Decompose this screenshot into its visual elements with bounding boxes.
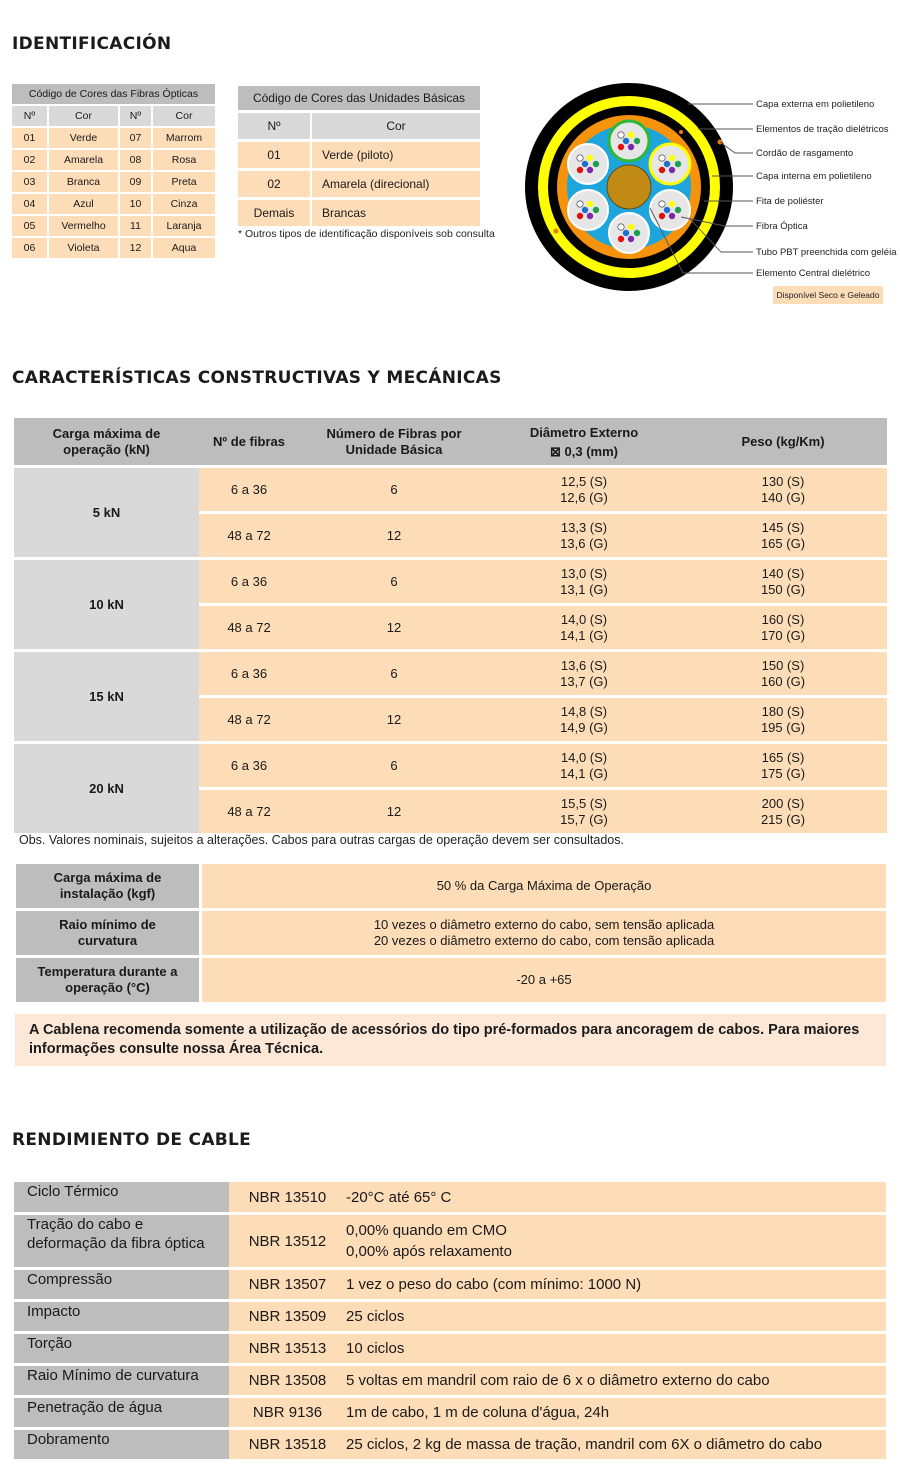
section-title-performance: RENDIMIENTO DE CABLE	[12, 1130, 252, 1150]
label-line: Raio mínimo de	[59, 917, 156, 932]
label-ripcord: Cordão de rasgamento	[756, 148, 854, 159]
value-g: 14,1 (G)	[560, 627, 608, 643]
color-cell: Brancas	[312, 200, 480, 226]
result-cell	[346, 1270, 886, 1299]
test-line: deformação da fibra óptica	[27, 1235, 205, 1252]
per-unit-cell: 12	[386, 527, 402, 543]
header-cell: Cor	[312, 113, 480, 139]
number-cell: 01	[12, 128, 47, 148]
recommendation-note: A Cablena recomenda somente a utilização de acessórios do tipo pré-formados para ancoragem de cabos. Para maiores informações consulte nossa Área Técnica.	[15, 1014, 886, 1066]
value-s: 14,0 (S)	[560, 611, 608, 627]
value-s: 15,5 (S)	[560, 795, 608, 811]
per-unit-cell: 12	[386, 803, 402, 819]
label-line: curvatura	[77, 933, 138, 948]
number-cell: 11	[120, 216, 151, 236]
value-s: 13,6 (S)	[560, 657, 608, 673]
unit-table-note: * Outros tipos de identificação disponíveis sob consulta	[238, 228, 495, 240]
label-outer-jacket: Capa externa em polietileno	[756, 99, 875, 110]
label-pbt-tube: Tubo PBT preenchida com geléia	[756, 247, 897, 258]
test-name	[14, 1182, 229, 1212]
value-line: -20 a +65	[516, 972, 572, 987]
diameter-cell	[489, 560, 679, 603]
header-cell: Cor	[49, 106, 118, 126]
load-cell: 20 kN	[14, 744, 199, 833]
value-line: 20 vezes o diâmetro externo do cabo, com tensão aplicada	[373, 933, 715, 948]
result-line: 1m de cabo, 1 m de coluna d'água, 24h	[346, 1404, 610, 1421]
table-row	[199, 652, 887, 695]
row-value	[202, 911, 886, 955]
header-load	[14, 418, 199, 465]
fibers-cell: 48 a 72	[227, 803, 271, 819]
table-row	[199, 468, 887, 511]
standard-cell: NBR 9136	[252, 1404, 323, 1421]
per-unit-cell: 12	[386, 711, 402, 727]
standard-cell: NBR 13508	[248, 1372, 327, 1389]
header-cell: Nº	[238, 113, 310, 139]
value-g: 175 (G)	[760, 765, 806, 781]
result-line: 10 ciclos	[346, 1340, 405, 1357]
load-cell: 5 kN	[14, 468, 199, 557]
test-line: Penetração de água	[27, 1399, 163, 1416]
weight-cell	[679, 652, 887, 695]
test-name	[14, 1398, 229, 1427]
table-row	[16, 864, 886, 908]
diameter-cell	[489, 744, 679, 787]
test-line: Tração do cabo e	[27, 1216, 144, 1233]
table-row	[238, 142, 480, 168]
test-line: Ciclo Térmico	[27, 1183, 119, 1200]
header-weight: Peso (kg/Km)	[741, 434, 825, 449]
table-row	[14, 1302, 886, 1331]
weight-cell	[679, 514, 887, 557]
cable-cross-section-diagram	[520, 80, 900, 310]
value-g: 12,6 (G)	[560, 489, 608, 505]
result-line: 1 vez o peso do cabo (com mínimo: 1000 N)	[346, 1276, 642, 1293]
value-s: 165 (S)	[761, 749, 805, 765]
table-row	[12, 238, 215, 258]
value-g: 13,7 (G)	[560, 673, 608, 689]
value-line: 10 vezes o diâmetro externo do cabo, sem tensão aplicada	[373, 917, 715, 932]
test-name	[14, 1430, 229, 1459]
header-text: Unidade Básica	[345, 441, 443, 457]
fibers-cell: 6 a 36	[230, 665, 268, 681]
value-s: 14,0 (S)	[560, 749, 608, 765]
number-cell: 01	[238, 142, 310, 168]
number-cell: 08	[120, 150, 151, 170]
test-line: Raio Mínimo de curvatura	[27, 1367, 199, 1384]
label-polyester-tape: Fita de poliéster	[756, 196, 824, 207]
header-text: Número de Fibras por	[326, 425, 462, 441]
table-row	[12, 150, 215, 170]
number-cell: 04	[12, 194, 47, 214]
number-cell: 03	[12, 172, 47, 192]
result-cell	[346, 1182, 886, 1212]
value-g: 195 (G)	[760, 719, 806, 735]
construction-table-header	[14, 418, 887, 465]
number-cell: 02	[12, 150, 47, 170]
weight-cell	[679, 790, 887, 833]
test-name	[14, 1334, 229, 1363]
table-row	[199, 606, 887, 649]
header-fibers: Nº de fibras	[213, 434, 285, 449]
fibers-cell: 6 a 36	[230, 757, 268, 773]
load-group	[14, 744, 887, 833]
table-row	[199, 790, 887, 833]
test-name	[14, 1302, 229, 1331]
header-per-unit	[299, 418, 489, 465]
diameter-cell	[489, 790, 679, 833]
value-g: 15,7 (G)	[560, 811, 608, 827]
unit-table-title: Código de Cores das Unidades Básicas	[238, 86, 480, 110]
installation-table	[16, 864, 886, 1005]
value-g: 14,9 (G)	[560, 719, 608, 735]
weight-cell	[679, 606, 887, 649]
value-s: 130 (S)	[761, 473, 805, 489]
row-label	[16, 958, 199, 1002]
value-g: 160 (G)	[760, 673, 806, 689]
value-g: 150 (G)	[760, 581, 806, 597]
color-cell: Amarela	[49, 150, 118, 170]
value-g: 14,1 (G)	[560, 765, 608, 781]
unit-table-header	[238, 113, 480, 139]
test-line: Dobramento	[27, 1431, 110, 1448]
weight-cell	[679, 560, 887, 603]
fibers-cell: 6 a 36	[230, 481, 268, 497]
color-cell: Cinza	[153, 194, 215, 214]
color-cell: Marrom	[153, 128, 215, 148]
standard-cell: NBR 13512	[248, 1232, 327, 1250]
header-cell: Cor	[153, 106, 215, 126]
load-cell: 15 kN	[14, 652, 199, 741]
header-text: ⊠ 0,3 (mm)	[550, 443, 618, 459]
standard-cell: NBR 13513	[248, 1340, 327, 1357]
label-line: operação (°C)	[65, 980, 150, 995]
construction-table	[14, 418, 887, 833]
value-s: 145 (S)	[761, 519, 805, 535]
value-s: 180 (S)	[761, 703, 805, 719]
label-strength-members: Elementos de tração dielétricos	[756, 124, 889, 135]
table-row	[238, 200, 480, 226]
header-text: operação (kN)	[63, 441, 150, 457]
number-cell: 12	[120, 238, 151, 258]
per-unit-cell: 6	[390, 481, 398, 497]
section-title-identification: IDENTIFICACIÓN	[12, 34, 172, 54]
table-row	[14, 1366, 886, 1395]
diameter-cell	[489, 698, 679, 741]
number-cell: Demais	[238, 200, 310, 226]
row-value	[202, 958, 886, 1002]
result-cell	[346, 1398, 886, 1427]
load-group	[14, 468, 887, 557]
test-name	[14, 1270, 229, 1299]
fiber-table-title: Código de Cores das Fibras Ópticas	[12, 84, 215, 104]
fiber-color-table	[12, 84, 215, 258]
color-cell: Aqua	[153, 238, 215, 258]
number-cell: 06	[12, 238, 47, 258]
observation-note: Obs. Valores nominais, sujeitos a alterações. Cabos para outras cargas de operação devem ser consultados.	[19, 833, 624, 847]
value-s: 13,3 (S)	[560, 519, 608, 535]
table-row	[12, 194, 215, 214]
table-row	[14, 1215, 886, 1267]
test-line: Impacto	[27, 1303, 81, 1320]
result-cell	[346, 1430, 886, 1459]
load-group	[14, 652, 887, 741]
label-optical-fiber: Fibra Óptica	[756, 221, 808, 232]
value-s: 160 (S)	[761, 611, 805, 627]
standard-cell: NBR 13510	[248, 1188, 327, 1206]
weight-cell	[679, 698, 887, 741]
diameter-cell	[489, 606, 679, 649]
label-central-element: Elemento Central dielétrico	[756, 268, 871, 279]
performance-table	[14, 1182, 886, 1462]
row-value	[202, 864, 886, 908]
result-cell	[346, 1334, 886, 1363]
load-cell: 10 kN	[14, 560, 199, 649]
diameter-cell	[489, 468, 679, 511]
result-line: 0,00% após relaxamento	[346, 1243, 512, 1260]
table-row	[199, 560, 887, 603]
value-s: 200 (S)	[761, 795, 805, 811]
load-group	[14, 560, 887, 649]
per-unit-cell: 12	[386, 619, 402, 635]
color-cell: Verde	[49, 128, 118, 148]
value-g: 170 (G)	[760, 627, 806, 643]
number-cell: 02	[238, 171, 310, 197]
standard-cell: NBR 13507	[248, 1276, 327, 1293]
table-row	[14, 1398, 886, 1427]
value-s: 13,0 (S)	[560, 565, 608, 581]
fiber-table-header	[12, 106, 215, 126]
table-row	[14, 1334, 886, 1363]
label-inner-jacket: Capa interna em polietileno	[756, 171, 872, 182]
header-text: Carga máxima de	[52, 425, 161, 441]
fibers-cell: 48 a 72	[227, 711, 271, 727]
result-cell	[346, 1215, 886, 1267]
result-line: 5 voltas em mandril com raio de 6 x o diâmetro externo do cabo	[346, 1372, 770, 1389]
weight-cell	[679, 468, 887, 511]
table-row	[14, 1430, 886, 1459]
section-title-construction: CARACTERÍSTICAS CONSTRUCTIVAS Y MECÁNICAS	[12, 368, 502, 388]
header-text: Diâmetro Externo	[529, 424, 639, 440]
row-label	[16, 911, 199, 955]
result-cell	[346, 1366, 886, 1395]
number-cell: 10	[120, 194, 151, 214]
fibers-cell: 6 a 36	[230, 573, 268, 589]
color-cell: Preta	[153, 172, 215, 192]
test-name	[14, 1366, 229, 1395]
header-cell: Nº	[12, 106, 47, 126]
row-label	[16, 864, 199, 908]
result-line: -20°C até 65° C	[346, 1188, 452, 1206]
value-g: 165 (G)	[760, 535, 806, 551]
value-s: 14,8 (S)	[560, 703, 608, 719]
value-s: 150 (S)	[761, 657, 805, 673]
availability-badge: Disponível Seco e Geleado	[773, 286, 883, 304]
table-row	[12, 172, 215, 192]
color-cell: Verde (piloto)	[312, 142, 480, 168]
number-cell: 05	[12, 216, 47, 236]
color-cell: Azul	[49, 194, 118, 214]
result-cell	[346, 1302, 886, 1331]
table-row	[14, 1182, 886, 1212]
standard-cell: NBR 13518	[248, 1436, 327, 1453]
color-cell: Rosa	[153, 150, 215, 170]
per-unit-cell: 6	[390, 665, 398, 681]
fibers-cell: 48 a 72	[227, 527, 271, 543]
number-cell: 07	[120, 128, 151, 148]
test-line: Compressão	[27, 1271, 113, 1288]
label-line: Carga máxima de	[53, 870, 162, 885]
value-line: 50 % da Carga Máxima de Operação	[436, 878, 652, 893]
header-diameter	[489, 418, 679, 465]
per-unit-cell: 6	[390, 573, 398, 589]
label-line: instalação (kgf)	[59, 886, 156, 901]
diameter-cell	[489, 652, 679, 695]
fibers-cell: 48 a 72	[227, 619, 271, 635]
result-line: 25 ciclos, 2 kg de massa de tração, mandril com 6X o diâmetro do cabo	[346, 1436, 823, 1453]
table-row	[199, 744, 887, 787]
value-g: 215 (G)	[760, 811, 806, 827]
value-g: 140 (G)	[760, 489, 806, 505]
table-row	[12, 216, 215, 236]
color-cell: Vermelho	[49, 216, 118, 236]
color-cell: Laranja	[153, 216, 215, 236]
table-row	[16, 911, 886, 955]
test-line: Torção	[27, 1335, 73, 1352]
weight-cell	[679, 744, 887, 787]
value-s: 12,5 (S)	[560, 473, 608, 489]
standard-cell: NBR 13509	[248, 1308, 327, 1325]
table-row	[16, 958, 886, 1002]
table-row	[14, 1270, 886, 1299]
header-cell: Nº	[120, 106, 151, 126]
result-line: 25 ciclos	[346, 1308, 405, 1325]
per-unit-cell: 6	[390, 757, 398, 773]
result-line: 0,00% quando em CMO	[346, 1222, 507, 1239]
color-cell: Branca	[49, 172, 118, 192]
color-cell: Amarela (direcional)	[312, 171, 480, 197]
value-g: 13,1 (G)	[560, 581, 608, 597]
table-row	[199, 698, 887, 741]
test-name	[14, 1215, 229, 1267]
value-g: 13,6 (G)	[560, 535, 608, 551]
color-cell: Violeta	[49, 238, 118, 258]
table-row	[238, 171, 480, 197]
unit-color-table	[238, 86, 480, 226]
number-cell: 09	[120, 172, 151, 192]
table-row	[12, 128, 215, 148]
value-s: 140 (S)	[761, 565, 805, 581]
table-row	[199, 514, 887, 557]
diameter-cell	[489, 514, 679, 557]
label-line: Temperatura durante a	[37, 964, 178, 979]
